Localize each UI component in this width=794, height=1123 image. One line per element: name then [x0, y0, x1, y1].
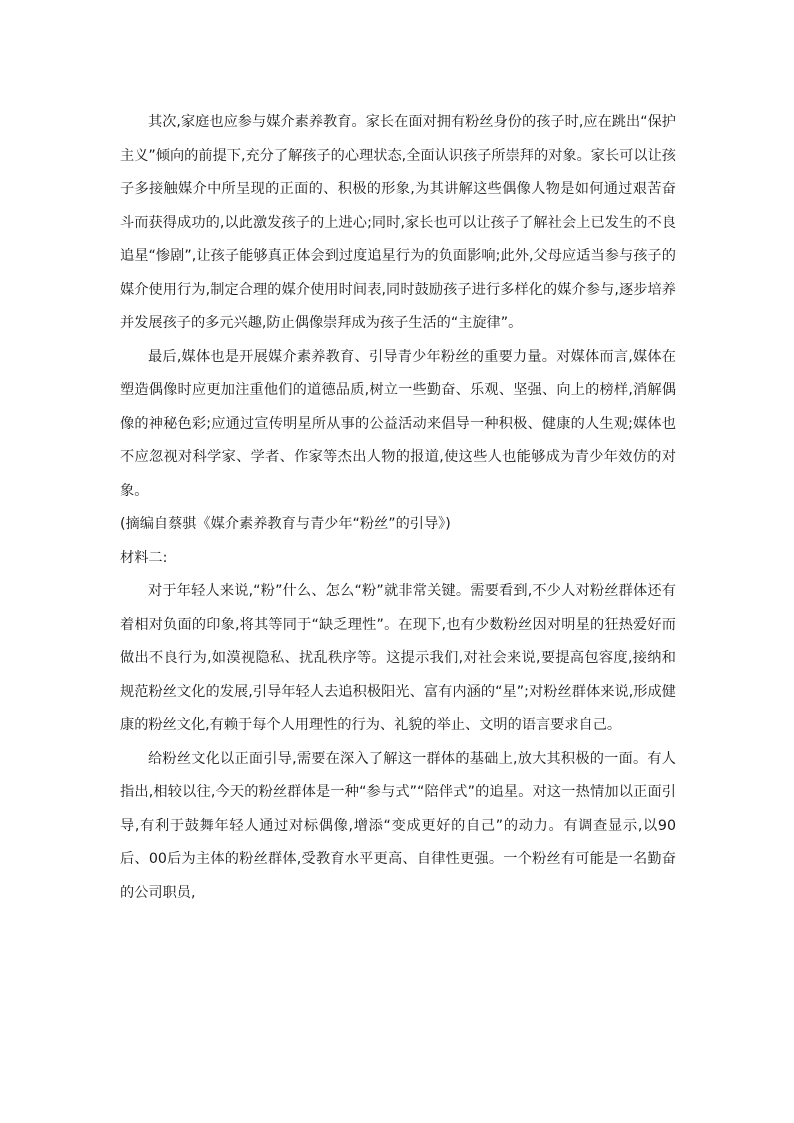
- material-two-heading: 材料二:: [120, 549, 168, 566]
- source-citation: (摘编自蔡骐《媒介素养教育与青少年“粉丝”的引导》): [120, 516, 451, 532]
- document-body: [120, 106, 676, 910]
- paragraph-family-media-literacy: 其次,家庭也应参与媒介素养教育。家长在面对拥有粉丝身份的孩子时,应在跳出“保护主义”倾向的前提下,充分了解孩子的心理状态,全面认识孩子所崇拜的对象。家长可以让孩子多接触媒介中所呈现的正面的、积极的形象,为其讲解这些偶像人物是如何通过艰苦奋斗而获得成功的,以此激发孩子的上进心;同时,家长也可以让孩子了解社会上已发生的不良追星“惨剧”,让孩子能够真正体会到过度追星行为的负面影响;此外,父母应适当参与孩子的媒介使用行为,制定合理的媒介使用时间表,同时鼓励孩子进行多样化的媒介参与,逐步培养并发展孩子的多元兴趣,防止偶像崇拜成为孩子生活的“主旋律”。: [120, 114, 676, 331]
- paragraph-media-role: 最后,媒体也是开展媒介素养教育、引导青少年粉丝的重要力量。对媒体而言,媒体在塑造偶像时应更加注重他们的道德品质,树立一些勤奋、乐观、坚强、向上的榜样,消解偶像的神秘色彩;应通过宣传明星所从事的公益活动来倡导一种积极、健康的人生观;媒体也不应忽视对科学家、学者、作家等杰出人物的报道,使这些人也能够成为青少年效仿的对象。: [120, 348, 676, 499]
- paragraph-positive-guidance: 给粉丝文化以正面引导,需要在深入了解这一群体的基础上,放大其积极的一面。有人指出,相较以往,今天的粉丝群体是一种“参与式”“陪伴式”的追星。对这一热情加以正面引导,有利于鼓舞年轻人通过对标偶像,增添“变成更好的自己”的动力。有调查显示,以90后、00后为主体的粉丝群体,受教育水平更高、自律性更强。一个粉丝有可能是一名勤奋的公司职员,: [120, 750, 676, 901]
- paragraph-young-people-fandom: 对于年轻人来说,“粉”什么、怎么“粉”就非常关键。需要看到,不少人对粉丝群体还有着相对负面的印象,将其等同于“缺乏理性”。在现下,也有少数粉丝因对明星的狂热爱好而做出不良行为,如漠视隐私、扰乱秩序等。这提示我们,对社会来说,要提高包容度,接纳和规范粉丝文化的发展,引导年轻人去追积极阳光、富有内涵的“星”;对粉丝群体来说,形成健康的粉丝文化,有赖于每个人用理性的行为、礼貌的举止、文明的语言要求自己。: [120, 583, 676, 733]
